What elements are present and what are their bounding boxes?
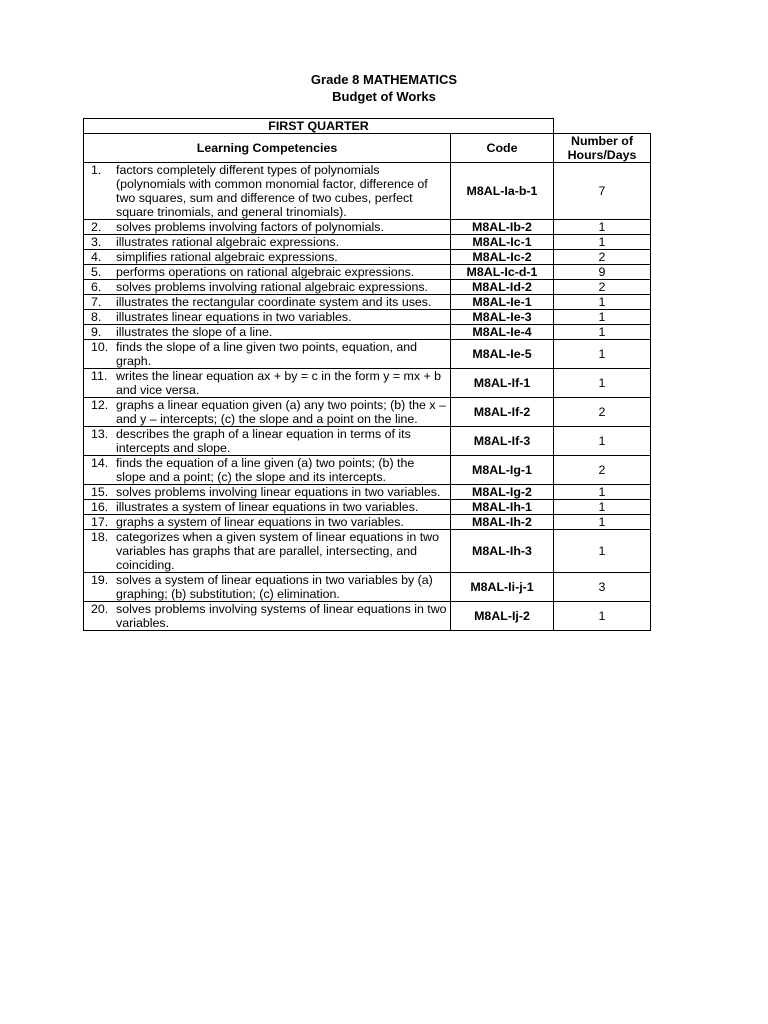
hours-value: 3	[554, 573, 651, 602]
table-row	[84, 235, 651, 250]
competency-number: 10.	[91, 340, 109, 354]
competency-cell	[84, 250, 451, 265]
table-row	[84, 250, 651, 265]
competency-code: M8AL-Ie-4	[451, 325, 554, 340]
competency-number: 9.	[91, 325, 102, 339]
competency-text: illustrates the slope of a line.	[116, 325, 273, 339]
table-row	[84, 310, 651, 325]
hours-value: 7	[554, 163, 651, 220]
competency-cell	[84, 398, 451, 427]
quarter-row	[84, 119, 651, 134]
competency-code: M8AL-Ie-1	[451, 295, 554, 310]
competency-cell	[84, 369, 451, 398]
competency-cell	[84, 573, 451, 602]
competency-code: M8AL-Ie-5	[451, 340, 554, 369]
competency-text: factors completely different types of polynomials (polynomials with common monomial factor, difference of two squares, sum and difference of two cubes, perfect square trinomials, and general trinomials).	[116, 163, 428, 219]
competencies-header: Learning Competencies	[84, 134, 451, 163]
competency-code: M8AL-Ia-b-1	[451, 163, 554, 220]
competency-number: 15.	[91, 485, 109, 499]
hours-value: 1	[554, 325, 651, 340]
table-row	[84, 220, 651, 235]
hours-value: 1	[554, 500, 651, 515]
hours-value: 1	[554, 602, 651, 631]
competency-code: M8AL-If-2	[451, 398, 554, 427]
hours-value: 9	[554, 265, 651, 280]
competency-text: graphs a system of linear equations in two variables.	[116, 515, 404, 529]
table-row	[84, 280, 651, 295]
competency-code: M8AL-Ie-3	[451, 310, 554, 325]
competency-text: solves problems involving linear equations in two variables.	[116, 485, 441, 499]
hours-header: Number of Hours/Days	[554, 134, 651, 163]
table-row	[84, 602, 651, 631]
competency-code: M8AL-Ih-3	[451, 530, 554, 573]
competency-text: finds the slope of a line given two points, equation, and graph.	[116, 340, 418, 368]
competency-cell	[84, 265, 451, 280]
hours-value: 2	[554, 250, 651, 265]
competency-number: 11.	[91, 369, 108, 383]
table-row	[84, 325, 651, 340]
table-row	[84, 485, 651, 500]
table-row	[84, 398, 651, 427]
competency-text: solves problems involving systems of linear equations in two variables.	[116, 602, 447, 630]
competency-code: M8AL-Ih-2	[451, 515, 554, 530]
hours-value: 1	[554, 310, 651, 325]
hours-value: 1	[554, 530, 651, 573]
competency-cell	[84, 340, 451, 369]
hours-value: 1	[554, 340, 651, 369]
document-subtitle: Budget of Works	[332, 89, 436, 104]
competency-code: M8AL-If-3	[451, 427, 554, 456]
competency-cell	[84, 325, 451, 340]
competency-number: 6.	[91, 280, 102, 294]
competency-cell	[84, 515, 451, 530]
hours-value: 2	[554, 398, 651, 427]
document-title: Grade 8 MATHEMATICS	[310, 72, 458, 87]
competency-text: finds the equation of a line given (a) two points; (b) the slope and a point; (c) the slope and its intercepts.	[116, 456, 415, 484]
quarter-heading: FIRST QUARTER	[84, 119, 554, 134]
competency-cell	[84, 485, 451, 500]
competency-code: M8AL-Id-2	[451, 280, 554, 295]
competency-code: M8AL-Ib-2	[451, 220, 554, 235]
competency-text: solves problems involving rational algebraic expressions.	[116, 280, 428, 294]
quarter-blank-cell	[554, 119, 651, 134]
competency-text: solves problems involving factors of polynomials.	[116, 220, 384, 234]
table-row	[84, 369, 651, 398]
competency-text: writes the linear equation ax + by = c in the form y = mx + b and vice versa.	[116, 369, 442, 397]
competency-code: M8AL-Ic-d-1	[451, 265, 554, 280]
table-row	[84, 427, 651, 456]
competency-cell	[84, 220, 451, 235]
competency-number: 4.	[91, 250, 102, 264]
competency-cell	[84, 602, 451, 631]
competency-number: 1.	[91, 163, 102, 177]
competency-text: graphs a linear equation given (a) any two points; (b) the x – and y – intercepts; (c) the slope and a point on the line.	[116, 398, 446, 426]
hours-value: 2	[554, 456, 651, 485]
table-row	[84, 500, 651, 515]
competency-number: 16.	[91, 500, 109, 514]
budget-of-works-table	[83, 118, 651, 631]
table-row	[84, 295, 651, 310]
competency-text: illustrates the rectangular coordinate system and its uses.	[116, 295, 432, 309]
competency-cell	[84, 235, 451, 250]
competency-number: 2.	[91, 220, 102, 234]
competency-number: 20.	[91, 602, 109, 616]
competency-cell	[84, 500, 451, 515]
competency-cell	[84, 310, 451, 325]
table-row	[84, 515, 651, 530]
competency-code: M8AL-Ic-1	[451, 235, 554, 250]
code-header: Code	[451, 134, 554, 163]
hours-value: 1	[554, 369, 651, 398]
table-body	[84, 163, 651, 631]
competency-text: solves a system of linear equations in two variables by (a) graphing; (b) substitution; (c) elimination.	[116, 573, 433, 601]
table-row	[84, 573, 651, 602]
competency-code: M8AL-Ij-2	[451, 602, 554, 631]
table-row	[84, 456, 651, 485]
competency-cell	[84, 456, 451, 485]
competency-cell	[84, 295, 451, 310]
competency-cell	[84, 427, 451, 456]
competency-code: M8AL-Ic-2	[451, 250, 554, 265]
competency-number: 17.	[91, 515, 109, 529]
competency-number: 5.	[91, 265, 102, 279]
hours-value: 2	[554, 280, 651, 295]
competency-cell	[84, 530, 451, 573]
competency-cell	[84, 280, 451, 295]
competency-code: M8AL-Ig-2	[451, 485, 554, 500]
competency-text: simplifies rational algebraic expressions.	[116, 250, 338, 264]
hours-value: 1	[554, 295, 651, 310]
hours-value: 1	[554, 485, 651, 500]
competency-text: illustrates linear equations in two variables.	[116, 310, 352, 324]
competency-number: 14.	[91, 456, 109, 470]
competency-text: illustrates rational algebraic expressions.	[116, 235, 340, 249]
competency-text: categorizes when a given system of linear equations in two variables has graphs that are parallel, intersecting, and coinciding.	[116, 530, 440, 572]
competency-number: 19.	[91, 573, 109, 587]
competency-code: M8AL-Ig-1	[451, 456, 554, 485]
hours-value: 1	[554, 427, 651, 456]
hours-value: 1	[554, 235, 651, 250]
competency-number: 8.	[91, 310, 102, 324]
competency-code: M8AL-If-1	[451, 369, 554, 398]
table-row	[84, 265, 651, 280]
competency-text: performs operations on rational algebraic expressions.	[116, 265, 415, 279]
competency-code: M8AL-Ii-j-1	[451, 573, 554, 602]
competency-number: 13.	[91, 427, 109, 441]
competency-number: 18.	[91, 530, 109, 544]
title-block	[0, 71, 768, 105]
table-row	[84, 163, 651, 220]
table-row	[84, 530, 651, 573]
competency-number: 12.	[91, 398, 109, 412]
header-row	[84, 134, 651, 163]
competency-text: describes the graph of a linear equation in terms of its intercepts and slope.	[116, 427, 411, 455]
competency-cell	[84, 163, 451, 220]
hours-value: 1	[554, 515, 651, 530]
competency-number: 7.	[91, 295, 102, 309]
table-row	[84, 340, 651, 369]
competency-text: illustrates a system of linear equations in two variables.	[116, 500, 419, 514]
competency-number: 3.	[91, 235, 102, 249]
competency-code: M8AL-Ih-1	[451, 500, 554, 515]
hours-value: 1	[554, 220, 651, 235]
